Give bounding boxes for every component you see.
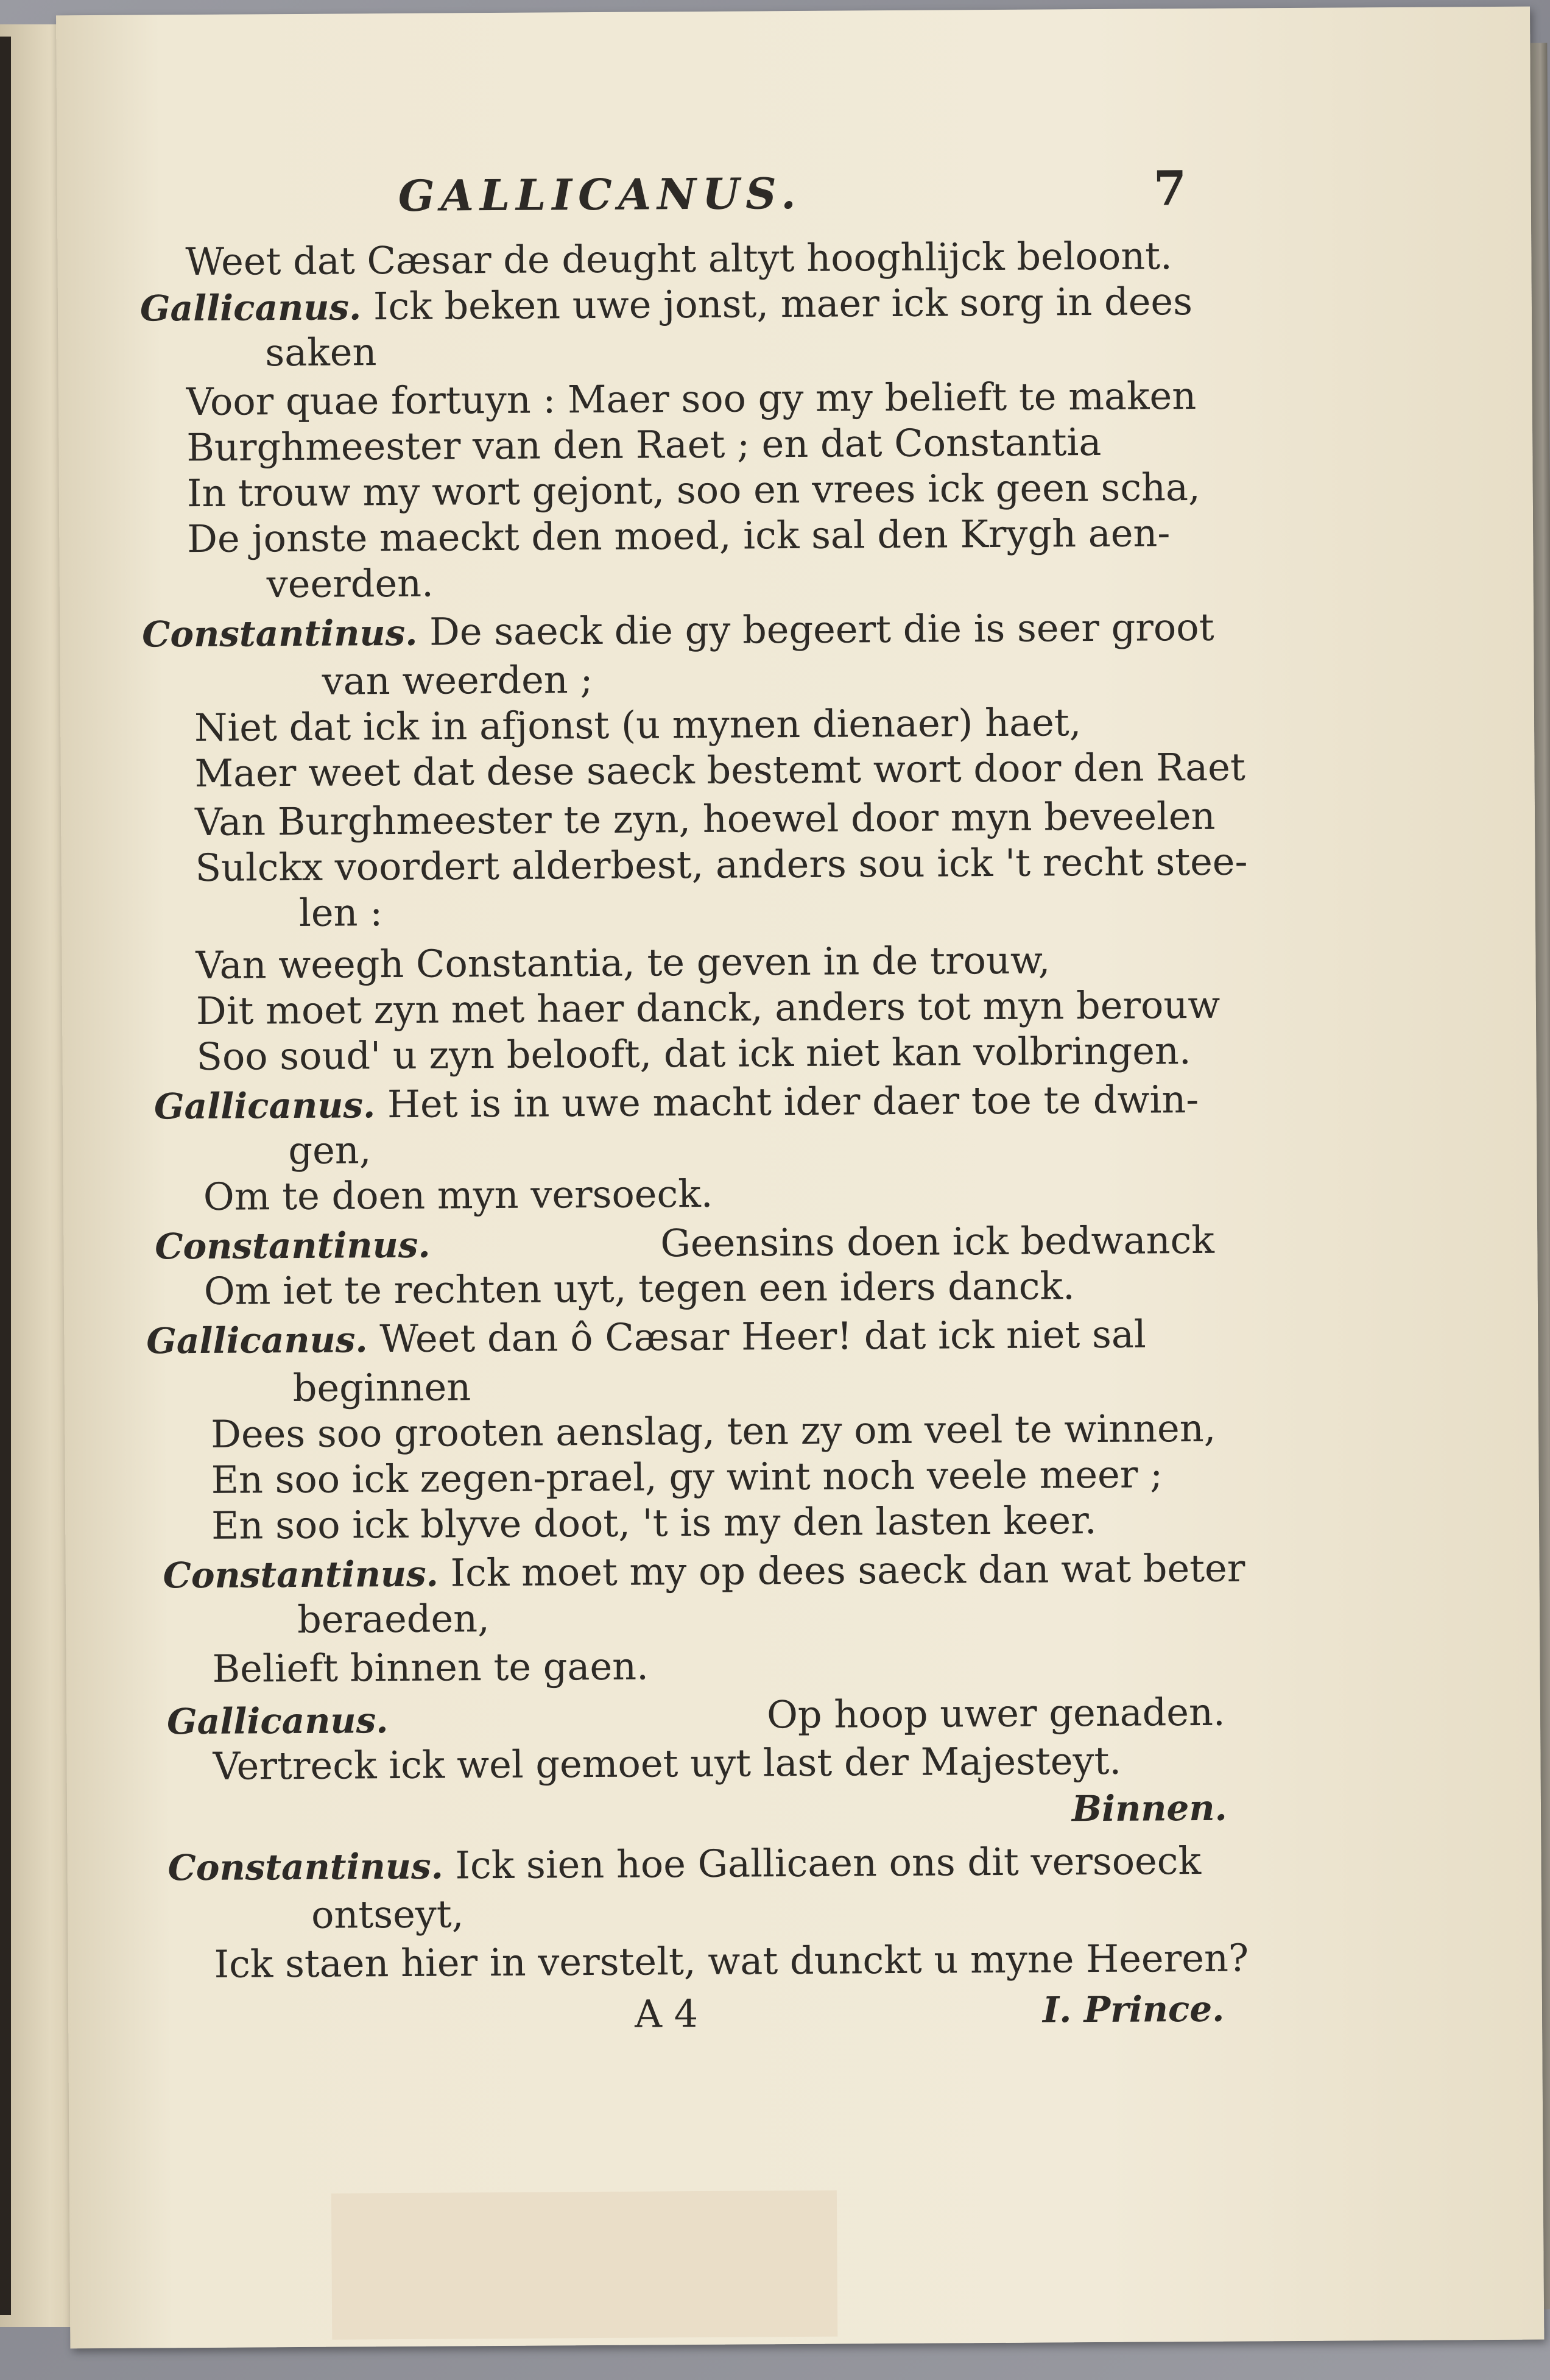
text-line: In trouw my wort gejont, soo en vrees ick geen scha, [186,464,1200,516]
text-line: Gallicanus. Ick beken uwe jonst, maer ick sorg in dees [139,279,1193,330]
speaker-name: Gallicanus. [166,1700,389,1743]
speaker-name: Gallicanus. [139,286,362,330]
text-line: Ick staen hier in verstelt, wat dunckt u myne Heeren? [214,1935,1249,1986]
text-line: Constantinus. Ick moet my op dees saeck dan wat beter [163,1545,1245,1597]
page-number: 7 [1153,161,1187,217]
text-line: Op hoop uwer genaden. [766,1689,1225,1737]
text-line: Voor quae fortuyn : Maer soo gy my belieft te maken [186,373,1197,425]
running-title: GALLICANUS. [398,168,802,221]
speaker-name: Constantinus. [163,1553,439,1597]
book-page [56,7,1544,2349]
speaker-name: Gallicanus. [146,1319,368,1362]
text-line: Sulckx voordert alderbest, anders sou ick 't recht stee- [195,839,1248,891]
text-line: De jonste maeckt den moed, ick sal den Krygh aen- [187,510,1171,562]
speaker-name: Gallicanus. [153,1084,376,1128]
text-line: Dit moet zyn met haer danck, anders tot myn berouw [196,982,1221,1034]
text-line: Geensins doen ick bedwanck [660,1217,1215,1266]
text-line [155,1224,431,1268]
catchword: I. Prince. [1042,1988,1225,2031]
text-line: van weerden ; [322,657,593,704]
text-line: Constantinus. Ick sien hoe Gallicaen ons dit versoeck [167,1838,1202,1889]
text-line: Vertreck ick wel gemoet uyt last der Majesteyt. [213,1738,1122,1789]
text-line: veerden. [266,560,434,607]
text-line: ontseyt, [311,1891,464,1937]
speaker-name: Constantinus. [155,1224,431,1268]
text-line: saken [265,330,377,375]
text-line: En soo ick blyve doot, 't is my den lasten keer. [211,1498,1097,1548]
stage-direction: Binnen. [1071,1787,1227,1830]
text-line: Van Burghmeester te zyn, hoewel door myn beveelen [194,793,1216,845]
text-line: Weet dat Cæsar de deught altyt hooghlijck beloont. [185,233,1172,284]
text-line [166,1700,389,1743]
page-text [56,7,1544,2349]
text-line: Soo soud' u zyn belooft, dat ick niet kan volbringen. [196,1028,1191,1079]
text-line: gen, [288,1128,372,1173]
text-line: Van weegh Constantia, te geven in de trouw, [196,938,1051,988]
text-line: Niet dat ick in afjonst (u mynen dienaer) haet, [194,700,1082,750]
speaker-name: Constantinus. [167,1845,444,1889]
text-line: Om iet te rechten uyt, tegen een iders danck. [203,1263,1075,1313]
text-line: Gallicanus. Weet dan ô Cæsar Heer! dat ick niet sal [146,1312,1146,1362]
speaker-name: Constantinus. [142,612,418,655]
text-line: len : [298,890,383,935]
text-line: Gallicanus. Het is in uwe macht ider daer toe te dwin- [153,1076,1199,1128]
text-line: Constantinus. De saeck die gy begeert die is seer groot [142,604,1214,655]
text-line: beginnen [292,1365,471,1411]
text-line: beraeden, [297,1596,490,1642]
text-line: Dees soo grooten aenslag, ten zy om veel te winnen, [211,1405,1216,1457]
text-line: Om te doen myn versoeck. [203,1171,713,1219]
text-line: Burghmeester van den Raet ; en dat Constantia [186,419,1102,470]
book-binding-edge [0,37,11,2315]
text-line: Maer weet dat dese saeck bestemt wort door den Raet [194,744,1245,796]
text-line: Belieft binnen te gaen. [212,1644,649,1691]
text-line: En soo ick zegen-prael, gy wint noch veele meer ; [211,1452,1163,1502]
signature-mark: A 4 [634,1991,699,2036]
